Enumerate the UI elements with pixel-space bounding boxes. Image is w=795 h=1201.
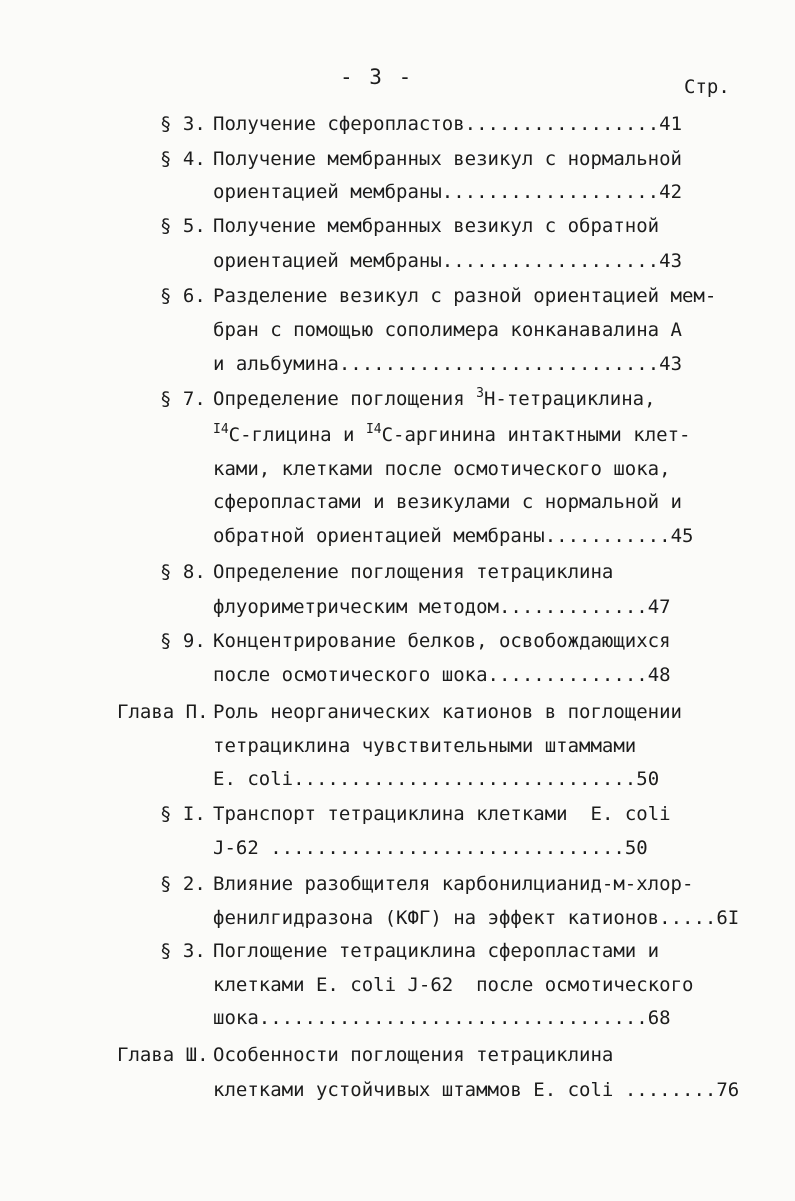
toc-line: ками, клетками после осмотического шока, <box>213 458 671 480</box>
page-column-label: Стр. <box>684 76 730 98</box>
toc-line: J-62 ...............................50 <box>213 837 648 859</box>
toc-number: § 8. <box>160 561 206 583</box>
toc-line: Получение мембранных везикул с обратной <box>213 215 660 237</box>
toc-number: § 3. <box>160 113 206 135</box>
toc-line: флуориметрическим методом.............47 <box>213 596 671 618</box>
toc-line: тетрациклина чувствительными штаммами <box>213 735 637 757</box>
toc-line: и альбумина............................43 <box>213 353 683 375</box>
toc-line: клетками устойчивых штаммов E. coli ........76 <box>213 1079 740 1101</box>
toc-line: сферопластами и везикулами с нормальной и <box>213 491 682 513</box>
toc-line: обратной ориентацией мембраны...........45 <box>213 525 694 547</box>
toc-line: Получение сферопластов.................41 <box>213 113 683 135</box>
toc-line: Получение мембранных везикул с нормальной <box>213 148 682 170</box>
toc-line: $^{I4}$С-глицина и $^{I4}$С-аргинина интактными клет- <box>213 422 691 446</box>
toc-number: § 7. <box>160 388 206 410</box>
toc-line: ориентацией мембраны...................42 <box>213 181 683 203</box>
toc-line: E. coli..............................50 <box>213 768 660 790</box>
toc-line: ориентацией мембраны...................43 <box>213 250 683 272</box>
toc-line: Определение поглощения $^3$Н-тетрациклина, <box>213 386 656 410</box>
toc-line: бран с помощью сополимера конканавалина А <box>213 319 682 341</box>
toc-line: фенилгидразона (КФГ) на эффект катионов.....6I <box>213 907 740 929</box>
toc-line: Определение поглощения тетрациклина <box>213 561 614 583</box>
toc-line: клетками E. coli J-62 после осмотического <box>213 974 694 996</box>
toc-number: § 6. <box>160 285 206 307</box>
toc-line: Влияние разобщителя карбонилцианид-м-хлор- <box>213 873 694 895</box>
toc-line: Поглощение тетрациклина сферопластами и <box>213 940 660 962</box>
toc-line: после осмотического шока..............48 <box>213 664 671 686</box>
toc-line: Концентрирование белков, освобождающихся <box>213 630 671 652</box>
toc-number: § I. <box>160 803 206 825</box>
toc-line: шока..................................68 <box>213 1007 671 1029</box>
toc-chapter-number: Глава П. <box>117 701 209 723</box>
toc-number: § 5. <box>160 215 206 237</box>
toc-number: § 3. <box>160 940 206 962</box>
toc-line: Транспорт тетрациклина клетками E. coli <box>213 803 671 825</box>
toc-number: § 2. <box>160 873 206 895</box>
toc-line: Роль неорганических катионов в поглощении <box>213 701 682 723</box>
toc-number: § 4. <box>160 148 206 170</box>
toc-line: Разделение везикул с разной ориентацией мем- <box>213 285 717 307</box>
toc-number: § 9. <box>160 630 206 652</box>
toc-line: Особенности поглощения тетрациклина <box>213 1044 614 1066</box>
page-number: - 3 - <box>340 65 414 89</box>
toc-chapter-number: Глава Ш. <box>117 1044 209 1066</box>
